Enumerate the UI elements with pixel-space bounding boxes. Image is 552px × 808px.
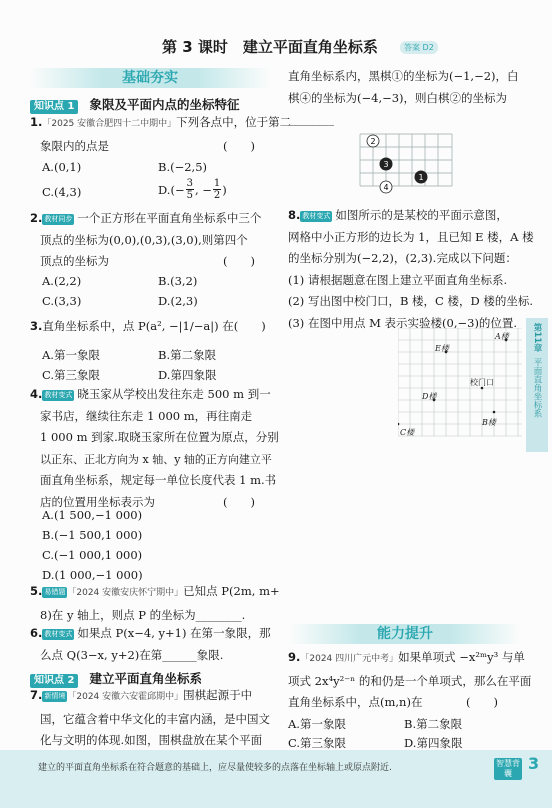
q1-option-b[interactable]: B.(−2,5) [158, 160, 208, 174]
q4-line-2: 1 000 m 到家.取晓玉家所在位置为原点，分别 [40, 430, 279, 444]
point-B [493, 411, 496, 414]
stone-label-3: 3 [383, 160, 389, 169]
q1-paren: ( ) [223, 138, 255, 153]
q9-number: 9. [288, 650, 301, 664]
question-9 [288, 647, 532, 714]
q1-option-c[interactable]: C.(4,3) [42, 185, 82, 199]
q8-line-1: 网格中小正方形的边长为 1，且已知 E 楼，A 楼 [288, 229, 534, 244]
side-tab-chapter: 第11章 [532, 323, 542, 352]
question-4 [30, 384, 279, 513]
q1-option-d[interactable]: D.(− $\frac{3}{5}$ , − $\frac{1}{2}$ ) [158, 178, 227, 201]
section-basic-banner: 基础夯实 [30, 68, 270, 88]
q1-text-a: 下列各点中，位于第二 [176, 115, 292, 129]
black-stone-1 [415, 171, 428, 184]
q4-option-a[interactable]: A.(1 500,−1 000) [42, 508, 143, 522]
q5-source: 「2024 安徽安庆怀宁期中」 [67, 588, 184, 598]
question-2 [30, 208, 275, 273]
q2-badge: 教材同步 [44, 215, 73, 223]
q2-text-b: 顶点的坐标为(0,0),(0,3),(3,0),则第四个 [40, 232, 248, 247]
q8-line-5: (3) 在图中用点 M 表示实验楼(0,−3)的位置. [288, 315, 518, 330]
q7-blank[interactable]: ________ [288, 112, 334, 126]
q7-line-0: 国，它蕴含着中华文化的丰富内涵，是中国文 [40, 711, 270, 726]
school-map-grid [398, 328, 522, 436]
q2-number: 2. [30, 211, 43, 225]
q7-source: 「2024 安徽六安霍邱期中」 [67, 692, 184, 702]
kp1-tag: 知识点 1 [30, 100, 78, 114]
black-stone-3 [380, 158, 393, 171]
kp1-heading [30, 94, 275, 114]
q7-number: 7. [30, 688, 43, 702]
page-number: 3 [528, 754, 540, 773]
q2-text-a: 一个正方形在平面直角坐标系中三个 [77, 211, 262, 225]
q9-text-b: 项式 2x⁴y²⁻ⁿ 的和仍是一个单项式，那么在平面 [288, 673, 532, 688]
point-C [398, 423, 399, 426]
label-gate: 校门口 [470, 378, 494, 387]
q7-line-1: 化与文明的体现.如图，围棋盘放在某个平面 [40, 733, 263, 747]
question-8 [288, 205, 534, 334]
label-D: D楼 [422, 392, 437, 401]
label-A: A楼 [495, 332, 509, 341]
q9-text-c: 直角坐标系中，点(m,n)在 [288, 695, 423, 709]
q1-source: 「2025 安徽合肥四十二中期中」 [42, 119, 177, 129]
q1-option-a[interactable]: A.(0,1) [42, 160, 82, 174]
chapter-side-tab [526, 318, 548, 452]
side-tab-topic: 平面直角坐标系 [532, 357, 542, 418]
q2-option-d[interactable]: D.(2,3) [158, 294, 198, 308]
q3-option-a[interactable]: A.第一象限 [42, 348, 100, 362]
white-stone-2 [367, 135, 379, 147]
section-advanced-banner: 能力提升 [290, 624, 520, 644]
q4-option-d[interactable]: D.(1 000,−1 000) [42, 568, 143, 582]
q8-line-0: 如图所示的是某校的平面示意图， [335, 208, 508, 222]
q8-line-4: (2) 写出图中校门口，B 楼，C 楼，D 楼的坐标. [288, 294, 534, 308]
q2-paren: ( ) [223, 254, 255, 268]
white-stone-4 [380, 181, 392, 193]
q2-text-c: 顶点的坐标为 [40, 254, 109, 268]
q4-badge: 教材变式 [44, 391, 73, 399]
question-1 [30, 112, 292, 157]
q9-source: 「2024 四川广元中考」 [300, 654, 399, 664]
q9-option-d[interactable]: D.第四象限 [404, 736, 463, 750]
q6-blank[interactable]: ______ [162, 647, 197, 662]
q3-number: 3. [30, 319, 43, 333]
question-5 [30, 581, 280, 626]
kp1-title: 象限及平面内点的坐标特征 [89, 97, 240, 112]
footer-bar [0, 750, 552, 808]
q1-number: 1. [30, 115, 43, 129]
q6-text-b: 么点 Q(3−x, y+2)在第 [40, 647, 163, 662]
q2-option-b[interactable]: B.(3,2) [158, 274, 198, 288]
q5-number: 5. [30, 584, 43, 598]
label-B: B楼 [482, 418, 496, 427]
q8-number: 8. [288, 208, 301, 222]
q5-badge: 易错题 [44, 588, 66, 596]
q8-badge: 教材变式 [302, 212, 331, 220]
q5-text-a: 已知点 P(2m, m+ [183, 584, 280, 598]
q9-option-a[interactable]: A.第一象限 [288, 717, 346, 731]
q3-option-b[interactable]: B.第二象限 [158, 348, 217, 362]
q7-text-a: 围棋起源于中 [183, 688, 253, 702]
q9-text-a: 如果单项式 −x²ᵐy³ 与单 [398, 650, 525, 664]
q9-paren: ( ) [466, 695, 498, 709]
q8-line-2: 的坐标分别为(−2,2)，(2,3).完成以下问题： [288, 251, 517, 265]
question-3 [30, 316, 275, 338]
question-7-continued [288, 66, 528, 131]
q4-line-3: 以正东、正北方向为 x 轴、y 轴的正方向建立平 [40, 452, 272, 466]
answer-tag: 答案 D2 [400, 41, 438, 54]
q6-badge: 教材变式 [44, 630, 73, 638]
q8-line-3: (1) 请根据题意在图上建立平面直角坐标系. [288, 272, 508, 287]
stone-label-2: 2 [370, 137, 376, 146]
q5-blank[interactable]: ________ [195, 607, 242, 622]
q4-option-c[interactable]: C.(−1 000,1 000) [42, 548, 143, 562]
q4-line-0: 晓玉家从学校出发往东走 500 m 到一 [77, 387, 271, 401]
label-C: C楼 [400, 428, 415, 437]
q3-paren: ( ) [233, 319, 266, 333]
page-title: 第 3 课时 建立平面直角坐标系 [162, 38, 378, 56]
q3-option-d[interactable]: D.第四象限 [158, 368, 217, 382]
q4-line-4: 面直角坐标系，规定每一单位长度代表 1 m.书 [40, 473, 277, 487]
q7-badge: 新情境 [44, 692, 66, 700]
q2-option-c[interactable]: C.(3,3) [42, 294, 82, 308]
q4-option-b[interactable]: B.(−1 500,1 000) [42, 528, 143, 542]
q4-line-1: 家书店，继续往东走 1 000 m，再往南走 [40, 408, 253, 423]
q9-option-c[interactable]: C.第三象限 [288, 736, 347, 750]
q3-option-c[interactable]: C.第三象限 [42, 368, 101, 382]
kp2-tag: 知识点 2 [30, 674, 78, 688]
footer-tip: 建立的平面直角坐标系在符合题意的基础上，应尽量使较多的点落在坐标轴上或原点附近. [38, 763, 392, 773]
q7-line-3: 棋④的坐标为(−4,−3)，则白棋②的坐标为 [288, 90, 508, 105]
q6-text-a: 如果点 P(x−4, y+1) 在第一象限，那 [77, 626, 271, 640]
school-map-figure [398, 328, 522, 438]
question-7 [30, 685, 275, 752]
q4-line-5: 店的位置用坐标表示为 [40, 494, 155, 509]
stone-label-4: 4 [383, 183, 389, 192]
page-header [0, 34, 552, 60]
q4-number: 4. [30, 387, 43, 401]
point-gate [481, 387, 484, 390]
q7-line-2: 直角坐标系内，黑棋①的坐标为(−1,−2)，白 [288, 69, 519, 83]
kp2-title: 建立平面直角坐标系 [89, 671, 203, 686]
stone-label-1: 1 [418, 173, 424, 182]
q2-option-a[interactable]: A.(2,2) [42, 274, 82, 288]
label-E: E楼 [435, 344, 449, 353]
q3-text-a: 直角坐标系中，点 P(a², −|1/−a|) 在 [42, 319, 234, 333]
q5-text-b: 8)在 y 轴上，则点 P 的坐标为 [40, 607, 196, 622]
go-board-figure [356, 130, 456, 198]
q6-end: 象限. [196, 647, 224, 662]
q9-option-b[interactable]: B.第二象限 [404, 717, 463, 731]
question-6 [30, 623, 275, 666]
q4-paren: ( ) [223, 494, 255, 509]
footer-logo: 智慧背囊 [496, 759, 520, 778]
q6-number: 6. [30, 626, 43, 640]
q1-text-b: 象限内的点是 [40, 138, 109, 153]
q5-end: . [241, 607, 246, 622]
